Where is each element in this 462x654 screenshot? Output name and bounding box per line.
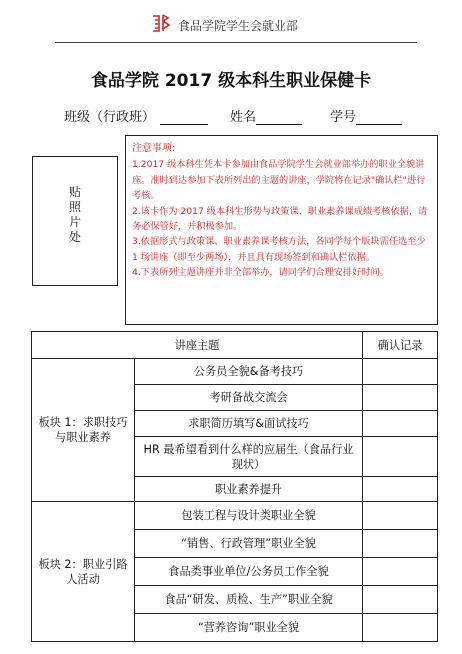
table-row <box>32 359 438 385</box>
notice-title: 注意事项: <box>132 143 176 154</box>
topic-cell: “销售、行政管理”职业全貌 <box>135 530 363 558</box>
photo-label-char: 贴 <box>68 185 81 199</box>
photo-label <box>33 185 117 245</box>
confirm-cell[interactable] <box>363 477 438 502</box>
lecture-table <box>31 331 438 642</box>
table-header-row <box>32 332 438 359</box>
header-divider <box>55 42 417 43</box>
class-blank[interactable] <box>160 110 208 125</box>
photo-label-char: 照 <box>68 200 81 214</box>
notice-item: 1.2017 级本科生凭本卡参加由食品学院学生会就业部举办的职业全貌讲座。准时到达参加下表所列出的主题的讲座，学院将在记录"确认栏"进行考核。 <box>132 159 426 202</box>
notice-item: 3.依据形式与政策课、职业素养课考核方法，各同学每个版块需任选至少 1 场讲座（即至少两场），并且具有现场签到和确认栏依据。 <box>132 236 426 263</box>
confirm-cell[interactable] <box>363 437 438 477</box>
student-id-label: 学号 <box>330 110 357 125</box>
page-title: 食品学院 2017 级本科生职业保健卡 <box>90 71 372 91</box>
name-field[interactable] <box>230 106 302 125</box>
header-title: 食品学院学生会就业部 <box>178 19 299 33</box>
module-1-label: 板块 1：求职技巧与职业素养 <box>32 359 135 502</box>
confirm-cell[interactable] <box>363 586 438 614</box>
topic-cell: 包装工程与设计类职业全貌 <box>135 502 363 530</box>
student-info-row <box>0 106 462 126</box>
page-header <box>0 10 462 40</box>
photo-label-char: 片 <box>68 215 81 229</box>
confirm-cell[interactable] <box>363 614 438 642</box>
notice-box <box>125 135 438 325</box>
topic-cell: 考研备战交流会 <box>135 385 363 411</box>
header-confirm: 确认记录 <box>363 332 438 359</box>
topic-cell: “营养咨询”职业全貌 <box>135 614 363 642</box>
topic-cell: 食品类事业单位/公务员工作全貌 <box>135 558 363 586</box>
confirm-cell[interactable] <box>363 530 438 558</box>
school-emblem-icon <box>150 12 172 34</box>
table-row <box>32 502 438 530</box>
class-field[interactable] <box>64 106 208 125</box>
notice-item: 4.下表所列主题讲座并非全部举办，请同学们合理安排好时间。 <box>132 267 389 279</box>
topic-cell: 求职简历填写&面试技巧 <box>135 411 363 437</box>
photo-label-char: 处 <box>68 230 81 244</box>
module-2-label: 板块 2：职业引路人活动 <box>32 502 135 642</box>
student-id-blank[interactable] <box>356 110 402 125</box>
confirm-cell[interactable] <box>363 359 438 385</box>
confirm-cell[interactable] <box>363 411 438 437</box>
notice-item: 2.该卡作为 2017 级本科生形势与政策课、职业素养课成绩考核依据，请务必保管好，并积极参加。 <box>132 205 428 233</box>
topic-cell: 职业素养提升 <box>135 477 363 502</box>
student-id-field[interactable] <box>330 106 402 125</box>
confirm-cell[interactable] <box>363 558 438 586</box>
name-blank[interactable] <box>256 110 302 125</box>
topic-cell: 公务员全貌&备考技巧 <box>135 359 363 385</box>
topic-cell: 食品“研发、质检、生产”职业全貌 <box>135 586 363 614</box>
photo-box <box>32 156 118 286</box>
header-topic: 讲座主题 <box>32 332 363 359</box>
photo-label-text <box>33 185 117 245</box>
confirm-cell[interactable] <box>363 502 438 530</box>
confirm-cell[interactable] <box>363 385 438 411</box>
class-label: 班级（行政班） <box>64 110 156 125</box>
name-label: 姓名 <box>230 110 257 125</box>
topic-cell: HR 最希望看到什么样的应届生（食品行业现状） <box>135 437 363 477</box>
